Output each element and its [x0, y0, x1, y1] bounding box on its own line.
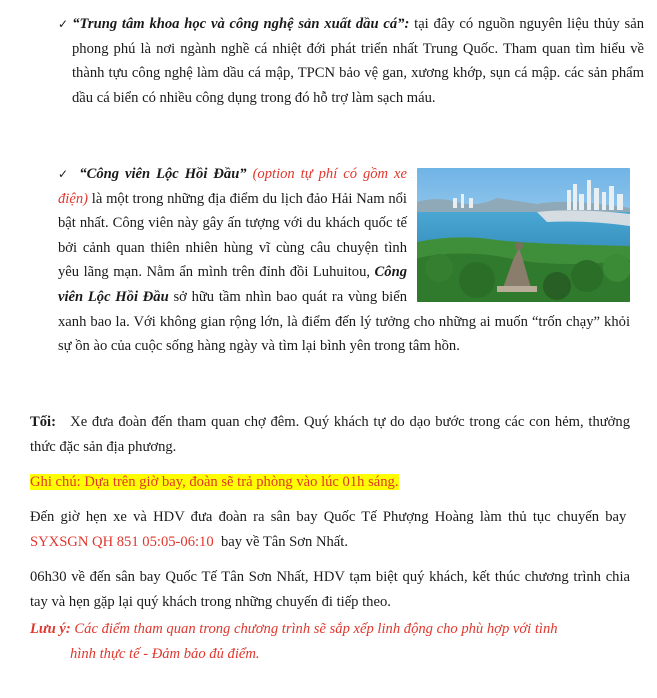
evening-label: Tối: [30, 414, 56, 430]
luhuitou-park-description-b: sở hữu tầm nhìn bao quát ra vùng biển xanh bao la. Với không gian rộng lớn, là điểm đến lý tưởng cho những ai muốn “trốn chạy” khỏi sự ồn ào của cuộc sống hàng ngày và tìm lại bình yên trong tâm hồn. [58, 288, 630, 355]
luhuitou-park-description-a: là một trong những địa điểm du lịch đảo Hải Nam nổi bật nhất. Công viên này gây ấn tượng với du khách quốc tế bởi cảnh quan thiên nhiên hùng vĩ cùng câu chuyện tình yêu lãng mạn. Nằm ẩn mình trên đỉnh đồi Luhuitou, [58, 190, 407, 281]
luhuitou-park-item [58, 162, 630, 359]
footnote-line2: hình thực tế - Đảm bảo đủ điểm. [70, 645, 260, 662]
luhuitou-park-option: (option tự phí có gồm xe điện) [58, 166, 407, 207]
check-icon: ✓ [58, 167, 71, 181]
footnote-line1: Các điểm tham quan trong chương trình sẽ sắp xếp linh động cho phù hợp với tình [74, 621, 558, 637]
footnote [30, 617, 630, 666]
flight-text-b: bay về Tân Sơn Nhất. [220, 533, 348, 550]
luhuitou-park-title: “Công viên Lộc Hồi Đầu” [79, 166, 247, 182]
flight-code: SYXSGN QH 851 05:05-06:10 [30, 533, 214, 550]
evening-paragraph [30, 410, 630, 459]
footnote-label: Lưu ý: [30, 621, 71, 637]
luhuitou-park-photo [417, 168, 630, 302]
check-icon: ✓ [58, 17, 70, 31]
evening-text: Xe đưa đoàn đến tham quan chợ đêm. Quý khách tự do dạo bước trong các con hẻm, thưởng thức đặc sản địa phương. [30, 414, 630, 455]
fish-oil-center-title: “Trung tâm khoa học và công nghệ sản xuất dầu cá”: [72, 16, 410, 32]
fish-oil-center-item [58, 12, 644, 110]
arrival-text: 06h30 về đến sân bay Quốc Tế Tân Sơn Nhất, HDV tạm biệt quý khách, kết thúc chương trình chia tay và hẹn gặp lại quý khách trong những chuyến đi tiếp theo. [30, 569, 630, 610]
arrival-paragraph [30, 565, 630, 614]
checkout-note-text: Ghi chú: Dựa trên giờ bay, đoàn sẽ trả phòng vào lúc 01h sáng. [30, 474, 399, 490]
luhuitou-park-title-inline: Công viên Lộc Hồi Đầu [58, 264, 407, 305]
flight-text-a: Đến giờ hẹn xe và HDV đưa đoàn ra sân bay Quốc Tế Phượng Hoàng làm thủ tục chuyến bay [30, 509, 627, 525]
fish-oil-center-description: tại đây có nguồn nguyên liệu thủy sản phong phú là nơi ngành nghề cá nhiệt đới phát triển nhất Trung Quốc. Tham quan tìm hiểu về thành tựu công nghệ làm dầu cá mập, TPCN bảo vệ gan, xương khớp, sụn cá mập. các sản phẩm dầu cá biển có nhiều công dụng trong đó hỗ trợ làm sạch máu. [72, 16, 644, 106]
flight-paragraph [30, 505, 630, 554]
checkout-note [30, 470, 630, 495]
